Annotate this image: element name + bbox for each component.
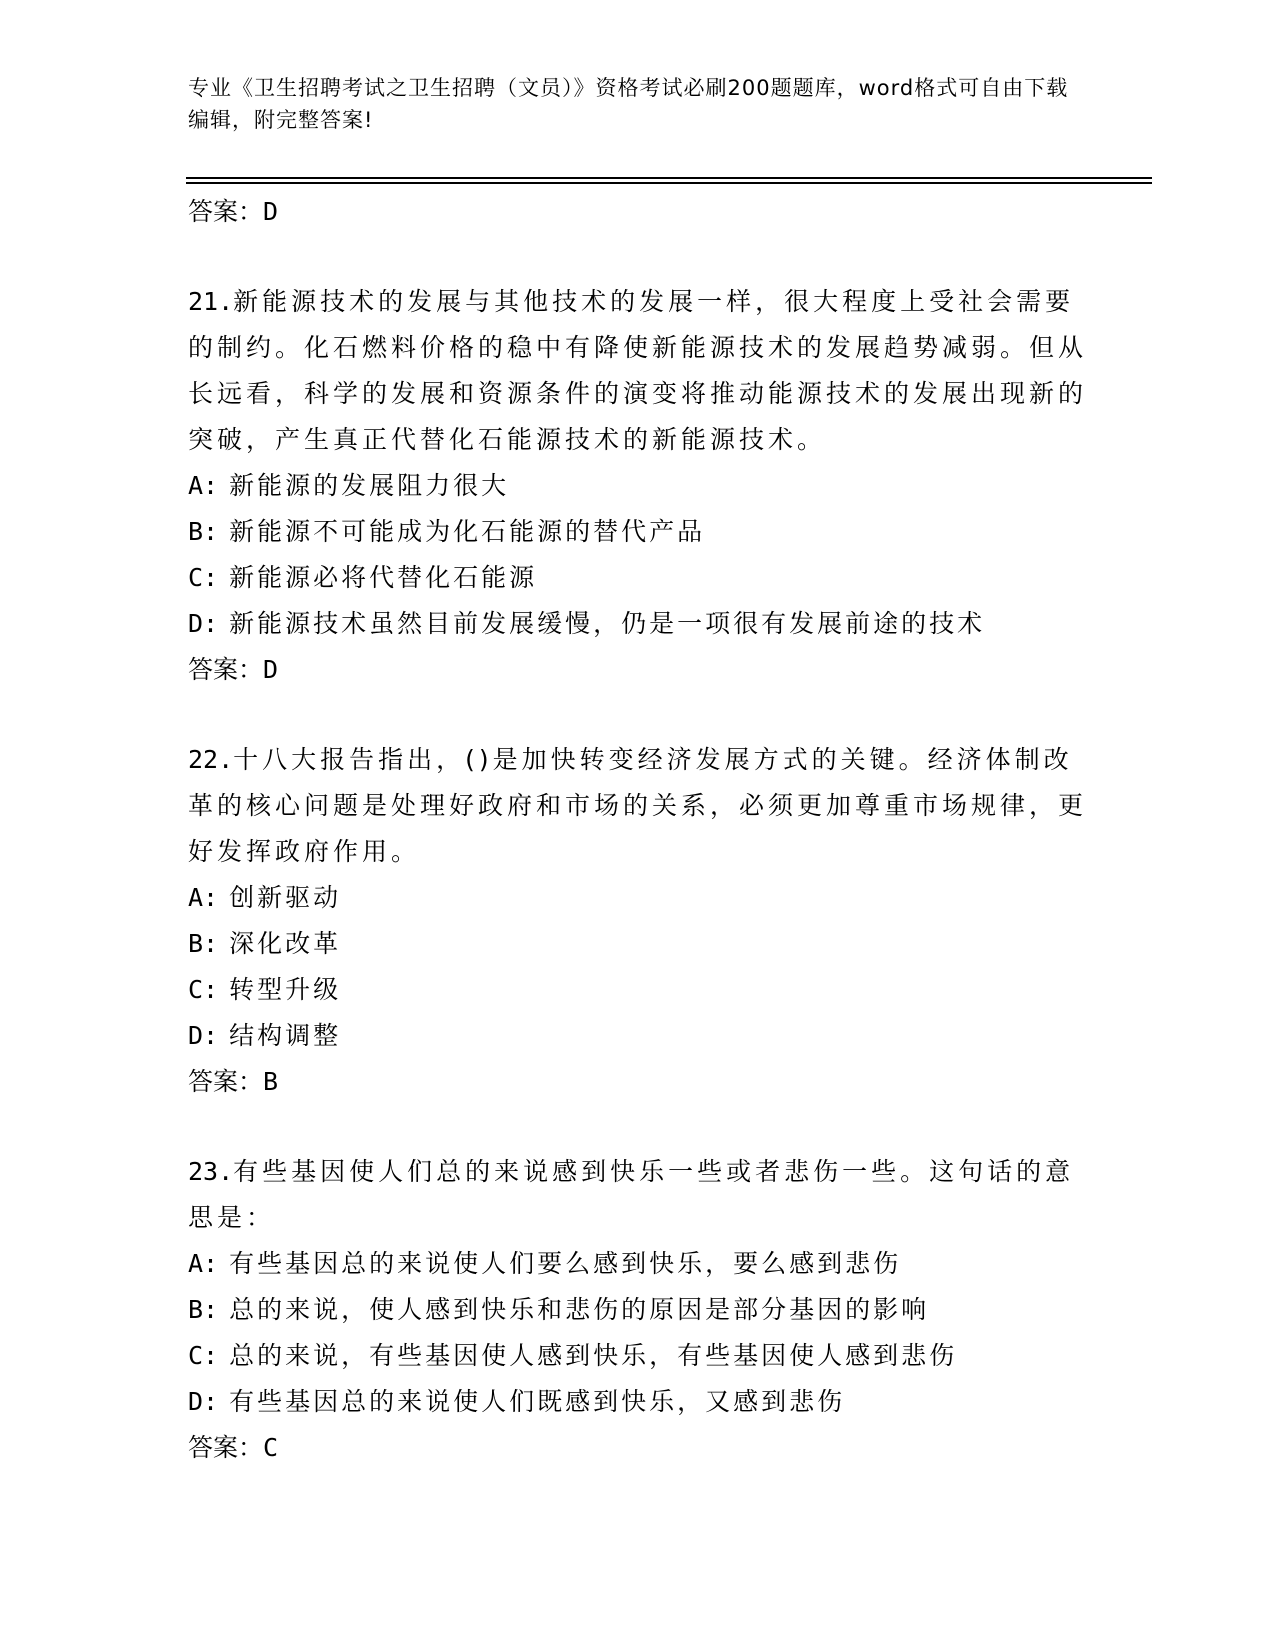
option-key: D: <box>188 1021 219 1050</box>
answer-value: C <box>263 1433 279 1462</box>
option-c <box>188 555 1088 601</box>
option-d <box>188 1379 1088 1425</box>
question-22 <box>188 737 1088 1105</box>
option-text: 新能源技术虽然目前发展缓慢，仍是一项很有发展前途的技术 <box>229 609 986 638</box>
question-number: 22. <box>188 745 234 774</box>
option-key: A: <box>188 1249 219 1278</box>
option-key: C: <box>188 975 219 1004</box>
option-text: 有些基因总的来说使人们要么感到快乐，要么感到悲伤 <box>229 1249 902 1278</box>
option-text: 转型升级 <box>229 975 342 1004</box>
question-stem <box>188 279 1088 463</box>
option-b <box>188 1287 1088 1333</box>
question-21 <box>188 279 1088 693</box>
option-text: 深化改革 <box>229 929 342 958</box>
option-a <box>188 1241 1088 1287</box>
option-b <box>188 921 1088 967</box>
option-c <box>188 1333 1088 1379</box>
question-23 <box>188 1149 1088 1471</box>
answer-label: 答案： <box>188 655 264 684</box>
question-answer <box>188 1059 1088 1105</box>
answer-value: D <box>263 197 279 226</box>
option-key: A: <box>188 471 219 500</box>
option-b <box>188 509 1088 555</box>
option-text: 新能源必将代替化石能源 <box>229 563 538 592</box>
option-key: A: <box>188 883 219 912</box>
option-key: B: <box>188 517 219 546</box>
option-text: 结构调整 <box>229 1021 342 1050</box>
question-text: 新能源技术的发展与其他技术的发展一样，很大程度上受社会需要的制约。化石燃料价格的稳中有降使新能源技术的发展趋势减弱。但从长远看，科学的发展和资源条件的演变将推动能源技术的发展出现新的突破，产生真正代替化石能源技术的新能源技术。 <box>188 287 1088 454</box>
question-answer <box>188 647 1088 693</box>
option-key: B: <box>188 1295 219 1324</box>
question-number: 23. <box>188 1157 234 1186</box>
answer-value: D <box>263 655 279 684</box>
option-text: 新能源的发展阻力很大 <box>229 471 510 500</box>
answer-value: B <box>263 1067 279 1096</box>
option-c <box>188 967 1088 1013</box>
question-text: 十八大报告指出，()是加快转变经济发展方式的关键。经济体制改革的核心问题是处理好政府和市场的关系，必须更加尊重市场规律，更好发挥政府作用。 <box>188 745 1088 866</box>
question-list <box>188 189 1088 1471</box>
document-header: 专业《卫生招聘考试之卫生招聘（文员）》资格考试必刷200题题库，word格式可自由下载编辑，附完整答案! <box>188 76 1069 132</box>
option-key: D: <box>188 609 219 638</box>
option-a <box>188 875 1088 921</box>
option-key: B: <box>188 929 219 958</box>
option-text: 有些基因总的来说使人们既感到快乐，又感到悲伤 <box>229 1387 846 1416</box>
option-key: D: <box>188 1387 219 1416</box>
question-number: 21. <box>188 287 234 316</box>
option-text: 创新驱动 <box>229 883 342 912</box>
answer-label: 答案： <box>188 1067 264 1096</box>
option-a <box>188 463 1088 509</box>
option-text: 新能源不可能成为化石能源的替代产品 <box>229 517 706 546</box>
prev-answer <box>188 189 1088 235</box>
option-d <box>188 1013 1088 1059</box>
header-rule-thin <box>186 177 1152 179</box>
question-answer <box>188 1425 1088 1471</box>
header-rule-thick <box>186 182 1152 184</box>
question-text: 有些基因使人们总的来说感到快乐一些或者悲伤一些。这句话的意思是： <box>188 1157 1075 1232</box>
option-key: C: <box>188 1341 219 1370</box>
answer-label: 答案： <box>188 197 264 226</box>
answer-label: 答案： <box>188 1433 264 1462</box>
option-text: 总的来说，有些基因使人感到快乐，有些基因使人感到悲伤 <box>229 1341 958 1370</box>
option-key: C: <box>188 563 219 592</box>
question-stem <box>188 1149 1088 1241</box>
question-stem <box>188 737 1088 875</box>
option-text: 总的来说，使人感到快乐和悲伤的原因是部分基因的影响 <box>229 1295 930 1324</box>
option-d <box>188 601 1088 647</box>
